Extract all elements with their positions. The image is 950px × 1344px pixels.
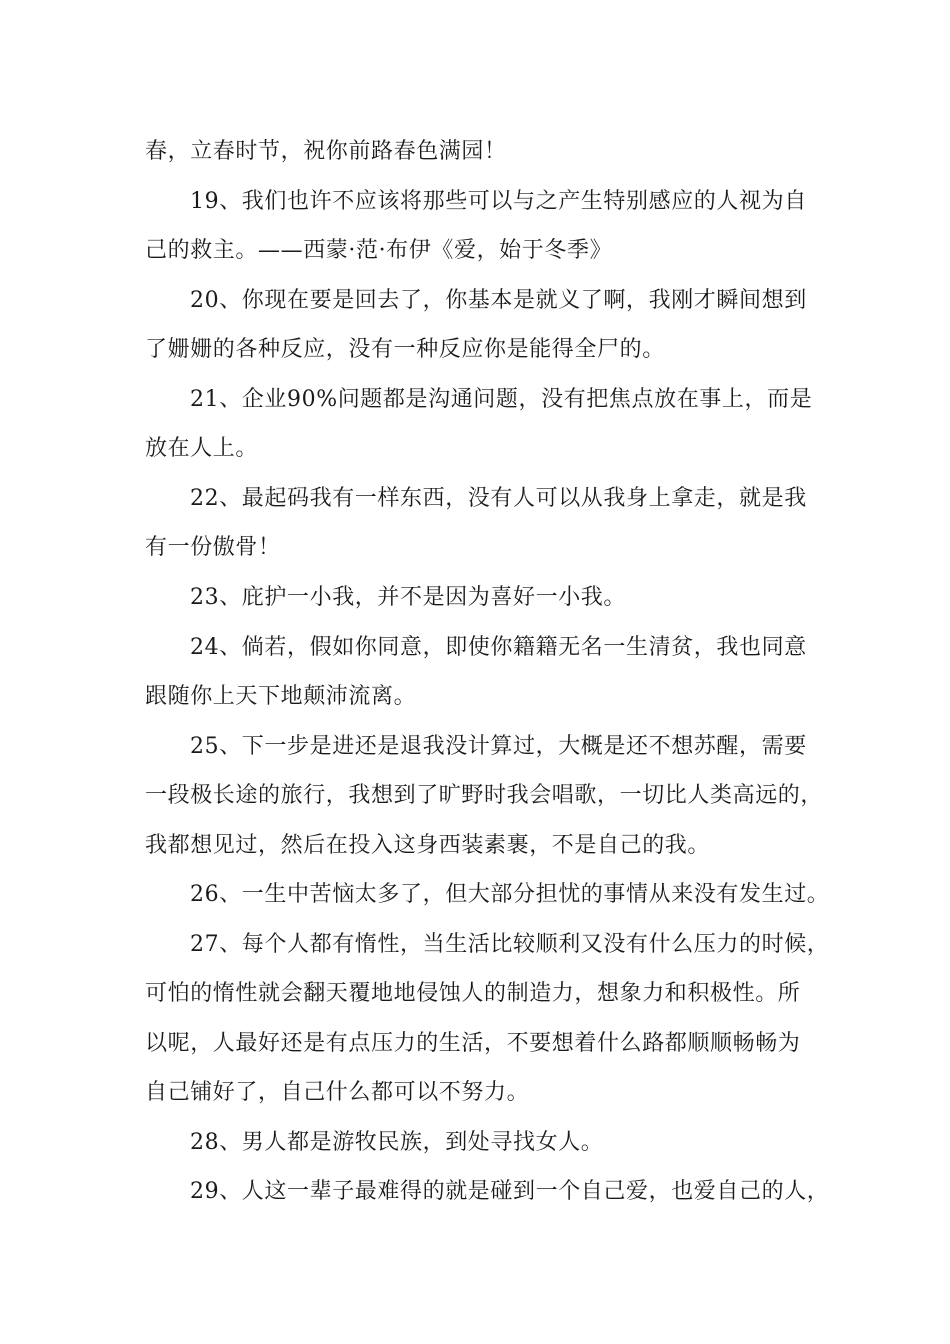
text-line: 23、庇护一小我，并不是因为喜好一小我。: [190, 585, 626, 610]
text-line: 春，立春时节，祝你前路春色满园！: [145, 139, 507, 164]
text-line: 25、下一步是进还是退我没计算过，大概是还不想苏醒，需要: [190, 734, 807, 759]
text-line: 跟随你上天下地颠沛流离。: [145, 684, 417, 709]
text-line: 有一份傲骨！: [145, 535, 281, 560]
text-line: 27、每个人都有惰性，当生活比较顺利又没有什么压力的时候，: [190, 932, 830, 957]
text-line: 20、你现在要是回去了，你基本是就义了啊，我刚才瞬间想到: [190, 288, 807, 313]
text-line: 了姗姗的各种反应，没有一种反应你是能得全尸的。: [145, 337, 665, 362]
text-line: 己的救主。——西蒙·范·布伊《爱，始于冬季》: [145, 238, 613, 263]
text-line: 29、人这一辈子最难得的就是碰到一个自己爱，也爱自己的人，: [190, 1179, 830, 1204]
text-line: 以呢，人最好还是有点压力的生活，不要想着什么路都顺顺畅畅为: [145, 1031, 801, 1056]
text-line: 28、男人都是游牧民族，到处寻找女人。: [190, 1130, 604, 1155]
text-line: 21、企业90%问题都是沟通问题，没有把焦点放在事上，而是: [190, 387, 813, 412]
text-line: 放在人上。: [145, 436, 259, 461]
text-line: 24、倘若，假如你同意，即使你籍籍无名一生清贫，我也同意: [190, 635, 807, 660]
text-line: 可怕的惰性就会翻天覆地地侵蚀人的制造力，想象力和积极性。所: [145, 981, 801, 1006]
text-line: 22、最起码我有一样东西，没有人可以从我身上拿走，就是我: [190, 486, 807, 511]
text-line: 19、我们也许不应该将那些可以与之产生特别感应的人视为自: [190, 189, 807, 214]
text-line: 自己铺好了，自己什么都可以不努力。: [145, 1080, 530, 1105]
text-line: 我都想见过，然后在投入这身西装素裹，不是自己的我。: [145, 833, 711, 858]
text-line: 一段极长途的旅行，我想到了旷野时我会唱歌，一切比人类高远的，: [145, 783, 824, 808]
text-line: 26、一生中苦恼太多了，但大部分担忧的事情从来没有发生过。: [190, 882, 830, 907]
